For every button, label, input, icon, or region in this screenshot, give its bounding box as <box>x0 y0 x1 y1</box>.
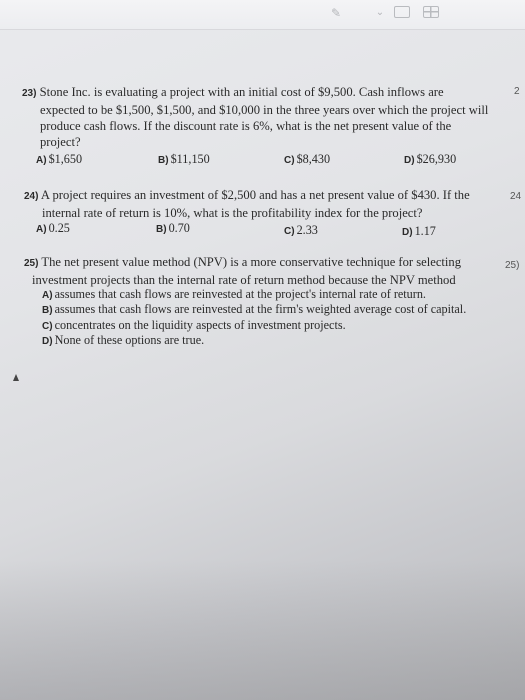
question-24 <box>24 187 504 221</box>
option-b: B) assumes that cash flows are reinvested at the firm's weighted average cost of capital. <box>42 302 467 316</box>
question-line: expected to be $1,500, $1,500, and $10,000 in the three years over which the project will <box>40 103 489 117</box>
question-line: investment projects than the internal rate of return method because the NPV method <box>32 273 456 287</box>
option-c: C) concentrates on the liquidity aspects of investment projects. <box>42 318 346 332</box>
question-number: 25) <box>24 258 39 269</box>
option-c: C) $8,430 <box>284 152 331 166</box>
question-line: A project requires an investment of $2,500 and has a net present value of $430. If the <box>40 188 470 202</box>
pointer-icon <box>13 374 19 381</box>
option-a: A) $1,650 <box>36 152 83 166</box>
question-text <box>22 84 502 102</box>
option-a: A) 0.25 <box>36 221 70 235</box>
option-a: A) assumes that cash flows are reinvested at the project's internal rate of return. <box>42 287 426 301</box>
question-line: produce cash flows. If the discount rate is 6%, what is the net present value of the <box>40 119 452 133</box>
shadow-overlay <box>0 560 525 700</box>
chevron-down-icon[interactable]: ⌄ <box>375 7 385 18</box>
question-line: Stone Inc. is evaluating a project with an initial cost of $9,500. Cash inflows are <box>39 85 444 99</box>
margin-number: 25) <box>505 260 520 271</box>
option-d: D) None of these options are true. <box>42 333 205 347</box>
question-line: internal rate of return is 10%, what is the profitability index for the project? <box>42 206 423 220</box>
grid-icon[interactable] <box>423 6 439 18</box>
window-icon[interactable] <box>394 6 410 18</box>
margin-number: 2 <box>514 86 520 97</box>
margin-number: 24 <box>510 191 522 202</box>
option-b: B) 0.70 <box>156 221 190 235</box>
question-number: 23) <box>22 88 37 99</box>
question-number: 24) <box>24 191 39 202</box>
option-b: B) $11,150 <box>158 152 210 166</box>
question-line: The net present value method (NPV) is a more conservative technique for selecting <box>41 255 462 269</box>
option-c: C) 2.33 <box>284 223 318 237</box>
question-line: project? <box>40 135 81 149</box>
question-23 <box>22 84 502 150</box>
question-25 <box>24 254 504 288</box>
toolbar <box>0 0 525 30</box>
option-d: D) $26,930 <box>404 152 457 166</box>
pen-icon[interactable]: ✎ <box>330 6 342 20</box>
option-d: D) 1.17 <box>402 224 436 238</box>
